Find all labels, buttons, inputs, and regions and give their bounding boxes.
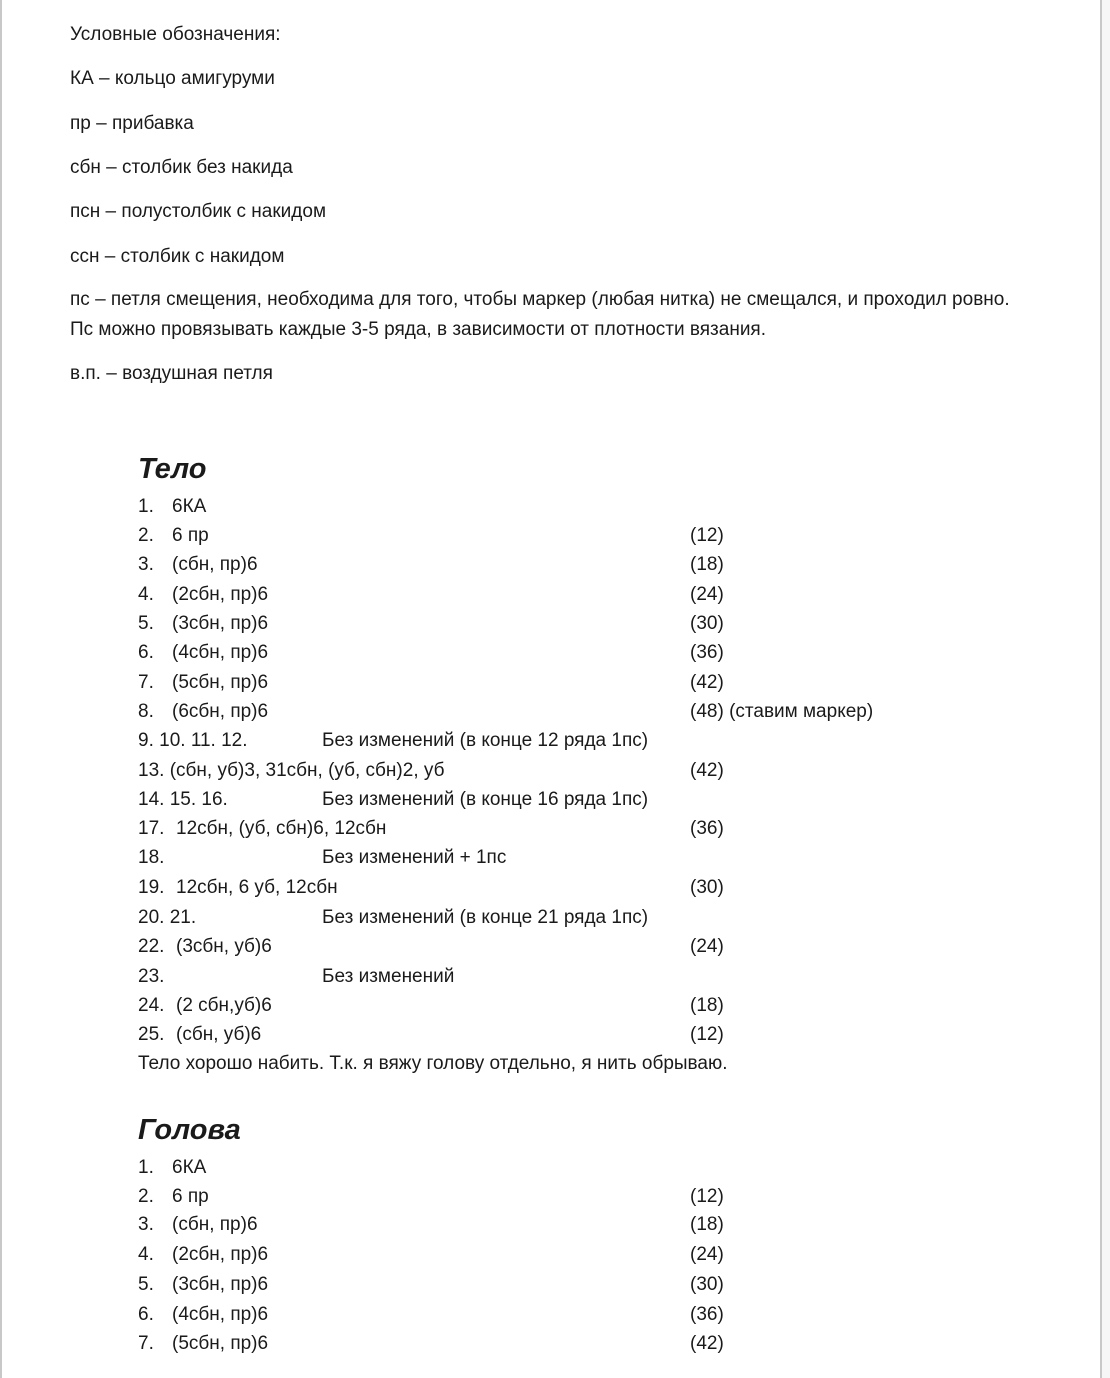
legend-item-ka: КА – кольцо амигуруми xyxy=(70,68,275,89)
row-instruction: (3сбн, пр)6 xyxy=(172,613,269,634)
row-stitch-count: (18) xyxy=(690,1214,724,1235)
row-instruction: (6сбн, пр)6 xyxy=(172,701,269,722)
row-stitch-count: (24) xyxy=(690,936,724,957)
pattern-row xyxy=(138,1210,938,1239)
row-stitch-count: (24) xyxy=(690,584,724,605)
row-number: 9. 10. 11. 12. xyxy=(138,730,248,751)
row-instruction: (5сбн, пр)6 xyxy=(172,1333,269,1354)
pattern-row xyxy=(138,726,938,755)
row-instruction: (3сбн, пр)6 xyxy=(172,1274,269,1295)
row-number: 1. xyxy=(138,496,154,517)
row-number: 19. xyxy=(138,877,165,898)
pattern-row xyxy=(138,756,938,785)
row-number: 23. xyxy=(138,966,165,987)
row-stitch-count: (42) xyxy=(690,760,724,781)
row-stitch-count: (30) xyxy=(690,1274,724,1295)
row-number: 4. xyxy=(138,1244,154,1265)
row-instruction: Без изменений + 1пс xyxy=(322,847,507,868)
pattern-row xyxy=(138,638,938,667)
row-number: 5. xyxy=(138,613,154,634)
row-instruction: 6 пр xyxy=(172,525,209,546)
row-number: 2. xyxy=(138,525,154,546)
legend-item-sbn: сбн – столбик без накида xyxy=(70,157,293,178)
row-stitch-count: (42) xyxy=(690,1333,724,1354)
row-instruction: Без изменений xyxy=(322,966,455,987)
row-stitch-count: (48) (ставим маркер) xyxy=(690,701,874,722)
row-instruction: (5сбн, пр)6 xyxy=(172,672,269,693)
row-stitch-count: (30) xyxy=(690,613,724,634)
row-number: 7. xyxy=(138,1333,154,1354)
row-number: 8. xyxy=(138,701,154,722)
pattern-row xyxy=(138,991,938,1020)
row-stitch-count: (12) xyxy=(690,1024,724,1045)
row-number: 5. xyxy=(138,1274,154,1295)
row-stitch-count: (12) xyxy=(690,525,724,546)
pattern-row xyxy=(138,814,938,843)
section-title-head: Голова xyxy=(138,1114,241,1146)
pattern-row xyxy=(138,785,938,814)
row-stitch-count: (18) xyxy=(690,554,724,575)
row-instruction: (сбн, уб)6 xyxy=(176,1024,262,1045)
pattern-row xyxy=(138,697,938,726)
pattern-row xyxy=(138,1300,938,1329)
row-number: 22. xyxy=(138,936,165,957)
pattern-row xyxy=(138,609,938,638)
pattern-row xyxy=(138,1240,938,1269)
row-number: 3. xyxy=(138,1214,154,1235)
pattern-row xyxy=(138,580,938,609)
row-stitch-count: (36) xyxy=(690,818,724,839)
row-instruction: 6 пр xyxy=(172,1186,209,1207)
row-instruction: (2сбн, пр)6 xyxy=(172,584,269,605)
row-number: 2. xyxy=(138,1186,154,1207)
pattern-row xyxy=(138,521,938,550)
row-stitch-count: (36) xyxy=(690,642,724,663)
legend-item-psn: псн – полустолбик с накидом xyxy=(70,201,327,222)
body-note: Тело хорошо набить. Т.к. я вяжу голову отдельно, я нить обрываю. xyxy=(138,1053,728,1074)
row-instruction: 12сбн, (уб, сбн)6, 12сбн xyxy=(176,818,387,839)
row-number: 7. xyxy=(138,672,154,693)
pattern-row xyxy=(138,932,938,961)
pattern-row xyxy=(138,873,938,902)
row-instruction: (2 сбн,уб)6 xyxy=(176,995,272,1016)
row-number: 6. xyxy=(138,642,154,663)
row-stitch-count: (36) xyxy=(690,1304,724,1325)
row-instruction: 12сбн, 6 уб, 12сбн xyxy=(176,877,338,898)
pattern-row xyxy=(138,1020,938,1049)
row-instruction: Без изменений (в конце 12 ряда 1пс) xyxy=(322,730,649,751)
row-number: 24. xyxy=(138,995,165,1016)
pattern-row xyxy=(138,1329,938,1358)
pattern-row xyxy=(138,550,938,579)
pattern-row xyxy=(138,1182,938,1211)
row-number: 3. xyxy=(138,554,154,575)
row-number: 13. (сбн, уб)3, 31сбн, (уб, сбн)2, уб xyxy=(138,760,445,781)
row-number: 6. xyxy=(138,1304,154,1325)
row-instruction: (сбн, пр)6 xyxy=(172,1214,258,1235)
pattern-row xyxy=(138,668,938,697)
legend-item-pr: пр – прибавка xyxy=(70,113,194,134)
row-number: 4. xyxy=(138,584,154,605)
legend-title: Условные обозначения: xyxy=(70,24,281,45)
row-instruction: Без изменений (в конце 21 ряда 1пс) xyxy=(322,907,649,928)
row-instruction: (2сбн, пр)6 xyxy=(172,1244,269,1265)
row-instruction: 6КА xyxy=(172,1157,207,1178)
row-stitch-count: (24) xyxy=(690,1244,724,1265)
row-instruction: (сбн, пр)6 xyxy=(172,554,258,575)
row-number: 17. xyxy=(138,818,165,839)
row-stitch-count: (42) xyxy=(690,672,724,693)
pattern-row xyxy=(138,903,938,932)
pattern-row xyxy=(138,1153,938,1182)
pattern-row xyxy=(138,1270,938,1299)
row-number: 25. xyxy=(138,1024,165,1045)
row-stitch-count: (12) xyxy=(690,1186,724,1207)
row-instruction: 6КА xyxy=(172,496,207,517)
row-number: 18. xyxy=(138,847,165,868)
row-instruction: (4сбн, пр)6 xyxy=(172,1304,269,1325)
section-title-body: Тело xyxy=(138,453,207,485)
pattern-row xyxy=(138,843,938,872)
row-instruction: (4сбн, пр)6 xyxy=(172,642,269,663)
row-instruction: (3сбн, уб)6 xyxy=(176,936,272,957)
row-number: 1. xyxy=(138,1157,154,1178)
row-stitch-count: (18) xyxy=(690,995,724,1016)
legend-item-ps: пс – петля смещения, необходима для того, чтобы маркер (любая нитка) не смещался, и проходил ровно. Пс можно провязывать каждые 3-5 ряда, в зависимости от плотности вязания. xyxy=(70,289,1010,340)
legend-item-vp: в.п. – воздушная петля xyxy=(70,363,273,384)
row-instruction: Без изменений (в конце 16 ряда 1пс) xyxy=(322,789,649,810)
legend-item-ssn: ссн – столбик с накидом xyxy=(70,246,285,267)
pattern-row xyxy=(138,492,938,521)
row-number: 20. 21. xyxy=(138,907,197,928)
row-number: 14. 15. 16. xyxy=(138,789,228,810)
row-stitch-count: (30) xyxy=(690,877,724,898)
pattern-row xyxy=(138,962,938,991)
